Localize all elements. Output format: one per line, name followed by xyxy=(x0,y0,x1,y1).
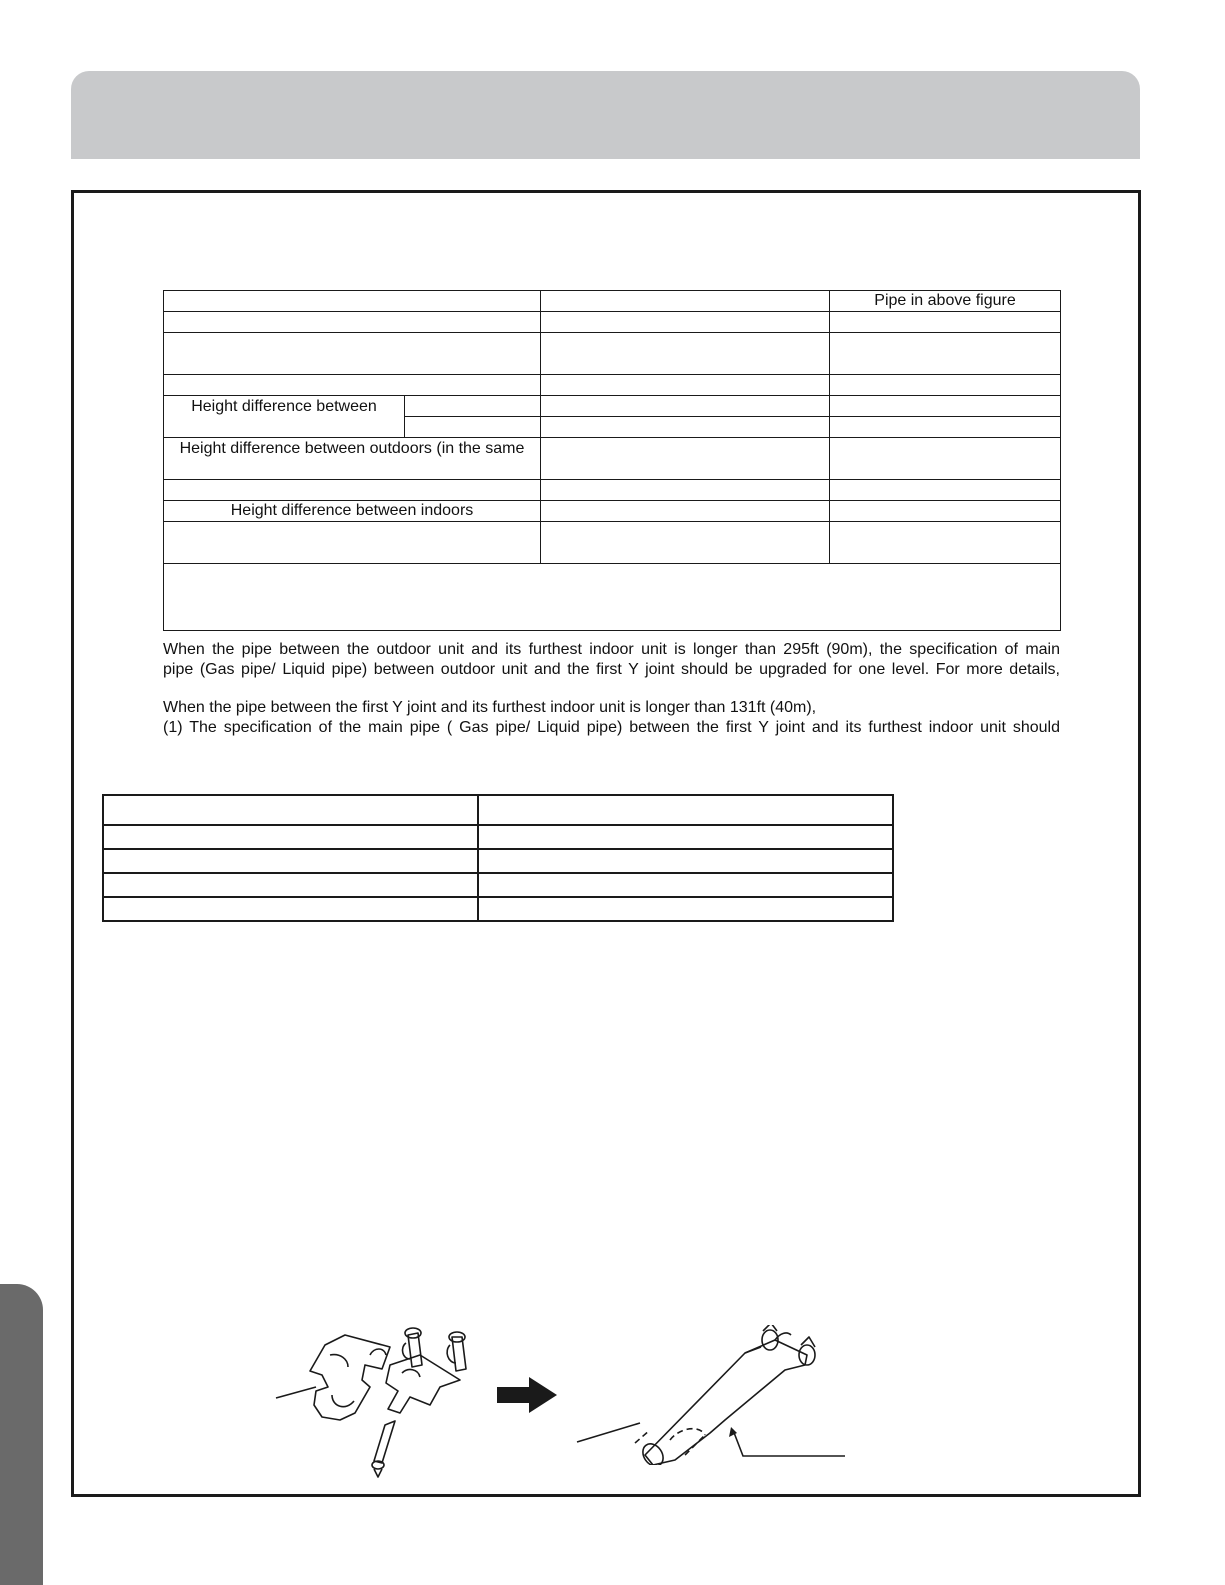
table-cell xyxy=(830,501,1061,522)
table-cell xyxy=(541,438,830,480)
table-cell xyxy=(164,333,541,375)
table-cell xyxy=(103,795,478,825)
insulated-y-joint-figure xyxy=(575,1325,850,1465)
table-cell xyxy=(478,795,893,825)
table-cell xyxy=(478,849,893,873)
table-cell xyxy=(164,522,541,564)
table-cell xyxy=(541,501,830,522)
note-paragraph-2 xyxy=(163,698,1060,738)
table-cell xyxy=(164,375,541,396)
table-cell xyxy=(541,291,830,312)
table-cell xyxy=(830,522,1061,564)
table-cell xyxy=(830,396,1061,417)
leader-line xyxy=(733,1430,845,1456)
table-cell xyxy=(405,396,541,417)
note-line-2: pipe (Gas pipe/ Liquid pipe) between outdoor unit and the first Y joint should be upgraded for one level. For more details, xyxy=(163,661,1060,678)
table-cell xyxy=(541,522,830,564)
table-cell xyxy=(541,417,830,438)
table-header-pipe: Pipe in above figure xyxy=(830,291,1061,312)
table-cell xyxy=(478,897,893,921)
arrow-right-icon xyxy=(495,1375,559,1415)
table-cell xyxy=(478,825,893,849)
side-tab xyxy=(0,1284,43,1585)
leader-line xyxy=(577,1423,640,1442)
table-cell xyxy=(830,312,1061,333)
table-cell xyxy=(164,480,541,501)
table-cell xyxy=(164,291,541,312)
table-cell xyxy=(541,312,830,333)
table-row-label-height-between: Height difference between xyxy=(164,396,405,438)
table-note-cell xyxy=(164,564,1061,631)
table-cell xyxy=(830,417,1061,438)
note-line-3: When the pipe between the first Y joint and its furthest indoor unit is longer than 131ft (40m), xyxy=(163,699,817,716)
note-line-1: When the pipe between the outdoor unit and its furthest indoor unit is longer than 295ft (90m), the specification of main xyxy=(163,641,1060,658)
note-line-4: (1) The specification of the main pipe ( Gas pipe/ Liquid pipe) between the first Y joint and its furthest indoor unit should xyxy=(163,719,1060,736)
table-cell xyxy=(541,333,830,375)
table-cell xyxy=(103,897,478,921)
table-row-label-height-indoors: Height difference between indoors xyxy=(164,501,541,522)
table-cell xyxy=(830,333,1061,375)
table-row-label-height-outdoors: Height difference between outdoors (in the same xyxy=(164,438,541,480)
note-paragraph-1 xyxy=(163,640,1060,680)
table-cell xyxy=(478,873,893,897)
table-cell xyxy=(830,480,1061,501)
table-cell xyxy=(541,375,830,396)
header-band xyxy=(71,71,1140,159)
table-cell xyxy=(164,312,541,333)
table-cell xyxy=(103,873,478,897)
y-joint-insulation-figure xyxy=(270,1325,485,1480)
table-cell xyxy=(541,396,830,417)
table-cell xyxy=(830,438,1061,480)
table-cell xyxy=(541,480,830,501)
table-cell xyxy=(103,825,478,849)
pipe-spec-table xyxy=(102,794,894,922)
leader-line xyxy=(276,1387,316,1398)
piping-limits-table xyxy=(163,290,1061,631)
table-cell xyxy=(405,417,541,438)
table-cell xyxy=(830,375,1061,396)
table-cell xyxy=(103,849,478,873)
